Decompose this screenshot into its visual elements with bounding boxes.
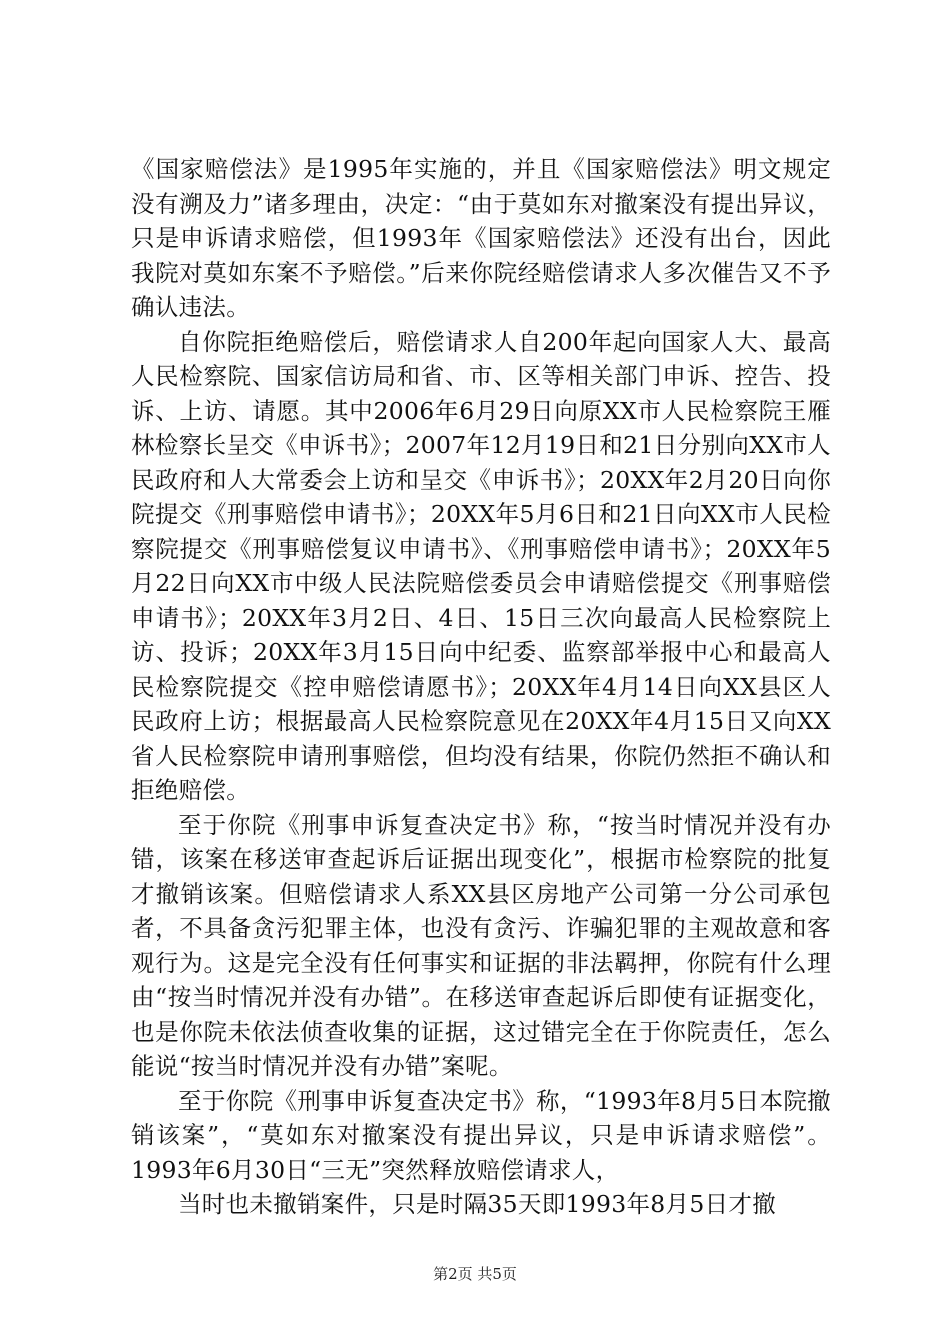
paragraph: 自你院拒绝赔偿后，赔偿请求人自200年起向国家人大、最高人民检察院、国家信访局和省、市、区等相关部门申诉、控告、投诉、上访、请愿。其中2006年6月29日向原XX市人民检察院王雁林检察长呈交《申诉书》；2007年12月19日和21日分别向XX市人民政府和人大常委会上访和呈交《申诉书》；20XX年2月20日向你院提交《刑事赔偿申请书》；20XX年5月6日和21日向XX市人民检察院提交《刑事赔偿复议申请书》、《刑事赔偿申请书》；20XX年5月22日向XX市中级人民法院赔偿委员会申请赔偿提交《刑事赔偿申请书》；20XX年3月2日、4日、15日三次向最高人民检察院上访、投诉；20XX年3月15日向中纪委、监察部举报中心和最高人民检察院提交《控申赔偿请愿书》；20XX年4月14日向XX县区人民政府上访；根据最高人民检察院意见在20XX年4月15日又向XX省人民检察院申请刑事赔偿，但均没有结果，你院仍然拒不确认和拒绝赔偿。 — [131, 327, 831, 804]
page-number-footer: 第2页 共5页 — [433, 1265, 517, 1283]
paragraph: 《国家赔偿法》是1995年实施的，并且《国家赔偿法》明文规定没有溯及力”诸多理由，决定：“由于莫如东对撤案没有提出异议，只是申诉请求赔偿，但1993年《国家赔偿法》还没有出台，因此我院对莫如东案不予赔偿。”后来你院经赔偿请求人多次催告又不予确认违法。 — [131, 155, 831, 321]
document-body — [131, 152, 831, 1222]
paragraph: 当时也未撤销案件，只是时隔35天即1993年8月5日才撤 — [178, 1190, 777, 1218]
paragraph: 至于你院《刑事申诉复查决定书》称，“按当时情况并没有办错，该案在移送审查起诉后证据出现变化”，根据市检察院的批复才撤销该案。但赔偿请求人系XX县区房地产公司第一分公司承包者，不具备贪污犯罪主体，也没有贪污、诈骗犯罪的主观故意和客观行为。这是完全没有任何事实和证据的非法羁押，你院有什么理由“按当时情况并没有办错”。在移送审查起诉后即使有证据变化，也是你院未依法侦查收集的证据，这过错完全在于你院责任，怎么能说“按当时情况并没有办错”案呢。 — [131, 810, 831, 1080]
paragraph: 至于你院《刑事申诉复查决定书》称，“1993年8月5日本院撤销该案”，“莫如东对撤案没有提出异议，只是申诉请求赔偿”。1993年6月30日“三无”突然释放赔偿请求人， — [131, 1086, 831, 1184]
